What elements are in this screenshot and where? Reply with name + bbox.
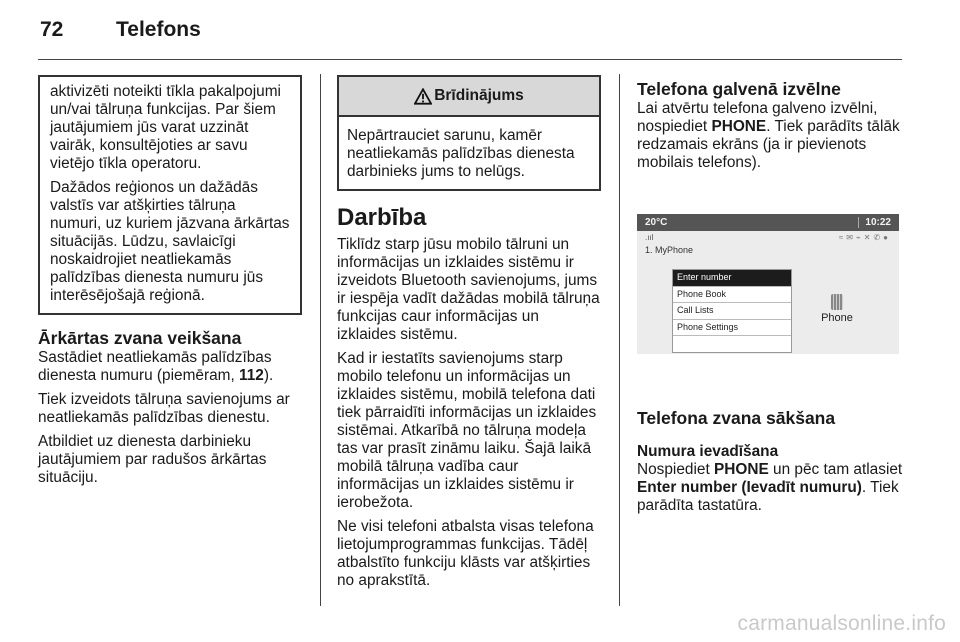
- menu-item-phone-settings: Phone Settings: [673, 320, 791, 337]
- warning-title: Brīdinājums: [434, 87, 524, 104]
- note-paragraph-1: aktivizēti noteikti tīkla pakalpojumi un/vai tālruņa funkcijas. Par šiem jautājumiem jūs varat uzzināt vairāk, konsultējoties ar savu vietējo tīkla operatoru.: [50, 83, 281, 172]
- main-menu-paragraph: Lai atvērtu telefona galveno izvēlni, nospiediet PHONE. Tiek parādīts tālāk redzamais ekrāns (ja ir pievienots mobilais telefons).: [637, 100, 900, 171]
- mute-icon: ✕: [863, 232, 874, 242]
- warning-text: Nepārtrauciet sarunu, kamēr neatliekamās palīdzības dienesta darbinieks jums to nelūgs.: [347, 127, 575, 180]
- operation-paragraph-2: Kad ir iestatīts savienojums starp mobilo telefonu un informācijas un izklaides sistēmu, mobilā telefona dati tiek pārraidīti informācijas un izklaides sistēmai. Atkarībā no tālruņa modeļa tas var prasīt zināmu laiku. Šajā laikā mobilā tālruņa vadība caur informācijas un izklaides sistēmu ir ierobežota.: [337, 350, 597, 511]
- warning-triangle-icon: [414, 88, 432, 105]
- status-icons: [839, 233, 891, 242]
- column-1: [38, 75, 302, 493]
- operation-paragraph-1: Tiklīdz starp jūsu mobilo tālruni un informācijas un izklaides sistēmu ir izveidots Bluetooth savienojums, jums ir iespēja vadīt dažādas mobilā tālruņa funkcijas caur informācijas un izklaides sistēmu.: [337, 236, 600, 343]
- page-header: [40, 18, 201, 42]
- operation-paragraph-3: Ne visi telefoni atbalsta visas telefona lietojumprogrammas funkcijas. Tādēļ atbalstīto funkciju klāsts var atšķirties no aprakstītā.: [337, 518, 594, 589]
- menu-item-enter-number: Enter number: [673, 270, 791, 287]
- emergency-paragraph-2: Tiek izveidots tālruņa savienojums ar neatliekamās palīdzības dienestu.: [38, 391, 290, 426]
- column-divider-1: [320, 74, 321, 606]
- header-rule: [38, 59, 902, 60]
- emergency-call-title: Ārkārtas zvana veikšana: [38, 328, 242, 348]
- warning-box: [337, 75, 601, 191]
- phone-handset-icon: [831, 294, 843, 310]
- page-number: 72: [40, 18, 64, 41]
- column-3-lower: [637, 408, 903, 521]
- column-divider-2: [619, 74, 620, 606]
- number-entry-paragraph: Nospiediet PHONE un pēc tam atlasiet Enter number (Ievadīt numuru). Tiek parādīta tastatūra.: [637, 461, 903, 514]
- wifi-icon: ≈: [838, 232, 847, 242]
- phone-menu: [672, 269, 792, 353]
- call-icon: ✆: [873, 232, 884, 242]
- menu-item-call-lists: Call Lists: [673, 303, 791, 320]
- screen-phone-name: 1. MyPhone: [645, 245, 694, 255]
- phone-status-icon: ⌁: [855, 232, 864, 242]
- page-reference: 112: [239, 367, 264, 384]
- phone-key-label: PHONE: [711, 118, 767, 135]
- operation-title: Darbība: [337, 204, 427, 231]
- emergency-paragraph-1: Sastādiet neatliekamās palīdzības dienesta numuru (piemēram, 112).: [38, 349, 274, 384]
- screen-status-bar: [637, 214, 899, 231]
- phone-app-label: Phone: [821, 312, 853, 324]
- column-2: [337, 75, 601, 596]
- screen-time: 10:22: [858, 217, 891, 228]
- phone-call-title: Telefona zvana sākšana: [637, 408, 836, 428]
- message-icon: ✉: [846, 232, 856, 242]
- signal-strength-icon: .ııl: [645, 232, 654, 242]
- menu-item-phone-book: Phone Book: [673, 287, 791, 304]
- warning-header: [339, 77, 599, 117]
- phone-screen-image: [637, 214, 899, 354]
- page-title: Telefons: [116, 18, 201, 41]
- watermark: carmanualsonline.info: [737, 612, 946, 635]
- column-3: [637, 79, 903, 178]
- note-paragraph-2: Dažādos reģionos un dažādās valstīs var atšķirties tālruņa numuri, uz kuriem jāzvana ārkārtas situācijās. Lūdzu, savlaicīgi noskaidrojiet neatliekamās palīdzības dienesta numuru jūs interēsējošajā reģionā.: [50, 179, 290, 304]
- screen-temperature: 20°C: [645, 217, 668, 228]
- number-entry-subtitle: Numura ievadīšana: [637, 443, 779, 460]
- bluetooth-icon: ●: [883, 232, 891, 242]
- phone-app: [817, 294, 857, 324]
- screen-phone-status: [637, 231, 899, 243]
- phone-main-menu-title: Telefona galvenā izvēlne: [637, 79, 841, 99]
- note-box: [38, 75, 302, 315]
- menu-item-empty: [673, 336, 791, 352]
- emergency-paragraph-3: Atbildiet uz dienesta darbinieku jautājumiem par radušos ārkārtas situāciju.: [38, 433, 267, 486]
